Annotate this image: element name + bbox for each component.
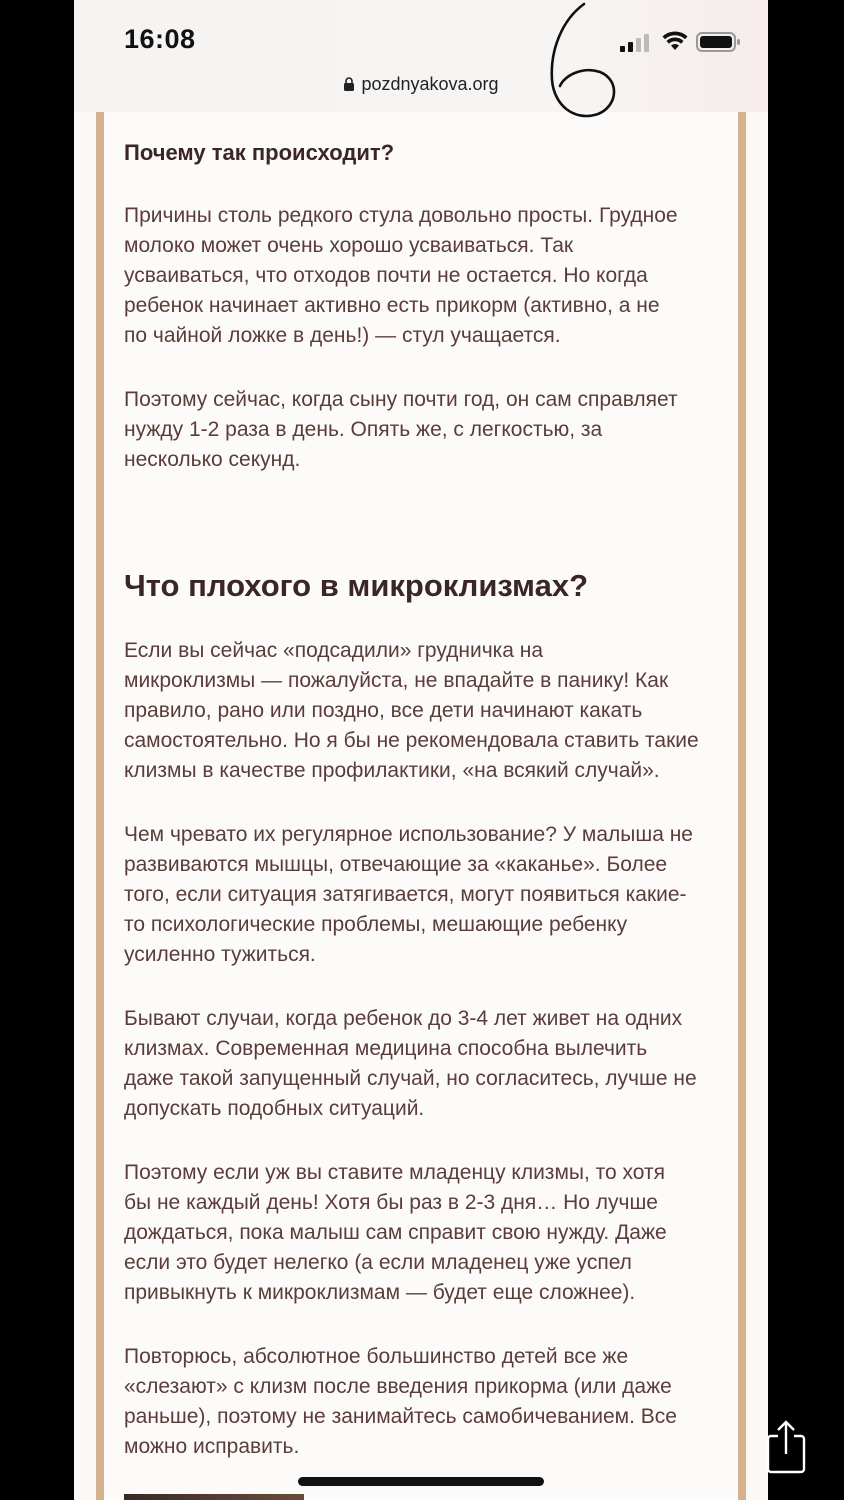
text-line: по чайной ложке в день!) — стул учащается. — [124, 324, 561, 347]
paragraph-reasons — [124, 201, 722, 351]
lock-icon — [343, 77, 355, 91]
text-line: можно исправить. — [124, 1435, 300, 1458]
phone-screen — [74, 0, 768, 1500]
text-line: Если вы сейчас «подсадили» грудничка на — [124, 639, 544, 662]
text-line: раньше), поэтому не занимайтесь самобичеванием. Все — [124, 1405, 677, 1428]
text-line: самостоятельно. Но я бы не рекомендовала ставить такие — [124, 729, 699, 752]
text-line: клизмах. Современная медицина способна вылечить — [124, 1037, 648, 1060]
battery-icon — [696, 31, 742, 53]
status-time: 16:08 — [124, 24, 196, 54]
image-edge — [124, 1494, 304, 1500]
text-line: привыкнуть к микроклизмам — будет еще сложнее). — [124, 1281, 636, 1304]
section-heading-microenemas: Что плохого в микроклизмах? — [124, 568, 589, 603]
article-content — [104, 112, 738, 1500]
text-line: микроклизмы — пожалуйста, не впадайте в панику! Как — [124, 669, 669, 692]
text-line: «слезают» с клизм после введения прикорма (или даже — [124, 1375, 672, 1398]
paragraph-regular-use — [124, 820, 722, 970]
text-line: клизмы в качестве профилактики, «на всякий случай». — [124, 759, 660, 782]
text-line: Поэтому если уж вы ставите младенцу клизмы, то хотя — [124, 1161, 666, 1184]
paragraph-cases — [124, 1004, 722, 1124]
text-line: того, если ситуация затягивается, могут появиться какие- — [124, 883, 687, 906]
text-line: правило, рано или поздно, все дети начинают какать — [124, 699, 643, 722]
text-line: допускать подобных ситуаций. — [124, 1097, 425, 1120]
signal-icon — [620, 34, 654, 52]
address-bar[interactable] — [74, 74, 768, 95]
text-line: Чем чревато их регулярное использование? У малыша не — [124, 823, 693, 846]
paragraph-reassurance — [124, 1342, 722, 1462]
text-line: Бывают случаи, когда ребенок до 3-4 лет живет на одних — [124, 1007, 683, 1030]
text-line: то психологические проблемы, мешающие ребенку — [124, 913, 628, 936]
text-line: несколько секунд. — [124, 448, 301, 471]
share-icon[interactable] — [766, 1420, 806, 1474]
text-line: нужду 1-2 раза в день. Опять же, с легкостью, за — [124, 418, 603, 441]
text-line: молоко может очень хорошо усваиваться. Так — [124, 234, 574, 257]
wifi-icon — [662, 31, 688, 51]
url-text[interactable]: pozdnyakova.org — [361, 74, 499, 94]
text-line: бы не каждый день! Хотя бы раз в 2-3 дня… Но лучше — [124, 1191, 658, 1214]
text-line: если это будет нелегко (а если младенец уже успел — [124, 1251, 632, 1274]
paragraph-panic — [124, 636, 722, 786]
text-line: ребенок начинает активно есть прикорм (активно, а не — [124, 294, 660, 317]
text-line: усиленно тужиться. — [124, 943, 316, 966]
text-line: дождаться, пока малыш сам справит свою нужду. Даже — [124, 1221, 667, 1244]
text-line: даже такой запущенный случай, но согласитесь, лучше не — [124, 1067, 697, 1090]
paragraph-son — [124, 385, 722, 475]
section-heading-why: Почему так происходит? — [124, 140, 395, 165]
text-line: усваиваться, что отходов почти не остается. Но когда — [124, 264, 648, 287]
home-indicator[interactable] — [298, 1477, 544, 1486]
article-page — [74, 112, 768, 1500]
text-line: Повторюсь, абсолютное большинство детей все же — [124, 1345, 629, 1368]
text-line: Причины столь редкого стула довольно просты. Грудное — [124, 204, 678, 227]
text-line: развиваются мышцы, отвечающие за «каканье». Более — [124, 853, 668, 876]
status-bar — [74, 0, 768, 112]
paragraph-advice — [124, 1158, 722, 1308]
text-line: Поэтому сейчас, когда сыну почти год, он сам справляет — [124, 388, 678, 411]
